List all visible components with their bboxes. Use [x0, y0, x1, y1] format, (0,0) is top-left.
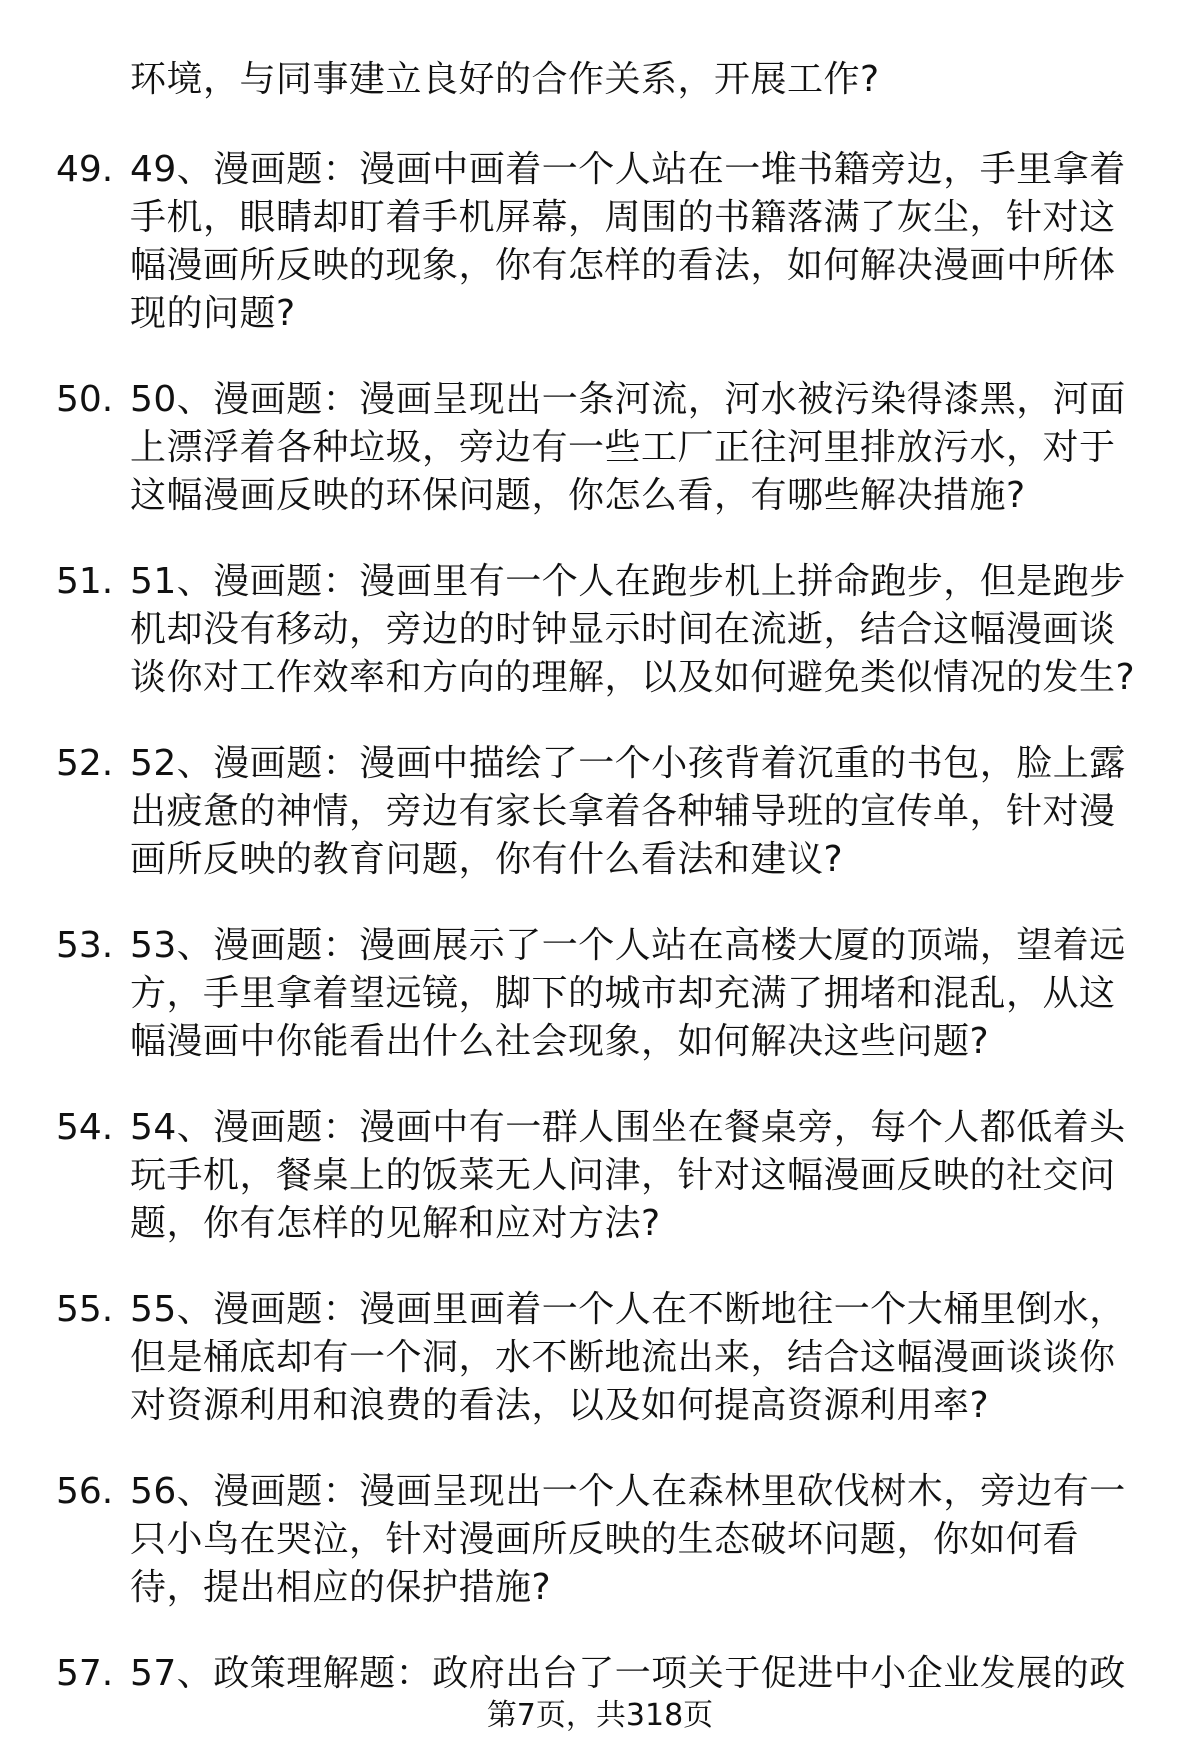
question-number: 54.: [56, 1107, 114, 1148]
question-number: 53.: [56, 925, 114, 966]
question-item: [0, 1650, 1200, 1698]
question-number: 57.: [56, 1653, 114, 1694]
question-number: 49.: [56, 149, 114, 190]
question-text: 51、漫画题：漫画里有一个人在跑步机上拼命跑步，但是跑步机却没有移动，旁边的时钟显示时间在流逝，结合这幅漫画谈谈你对工作效率和方向的理解，以及如何避免类似情况的发生?: [130, 561, 1136, 698]
question-text: 53、漫画题：漫画展示了一个人站在高楼大厦的顶端，望着远方，手里拿着望远镜，脚下的城市却充满了拥堵和混乱，从这幅漫画中你能看出什么社会现象，如何解决这些问题?: [130, 925, 1126, 1062]
question-text: 52、漫画题：漫画中描绘了一个小孩背着沉重的书包，脸上露出疲惫的神情，旁边有家长拿着各种辅导班的宣传单，针对漫画所反映的教育问题，你有什么看法和建议?: [130, 743, 1126, 880]
question-item: [0, 1104, 1200, 1248]
question-item: [0, 558, 1200, 702]
question-number: 50.: [56, 379, 114, 420]
question-item: [0, 1468, 1200, 1612]
question-text: 57、政策理解题：政府出台了一项关于促进中小企业发展的政: [130, 1653, 1126, 1694]
continuation-text: 环境，与同事建立良好的合作关系，开展工作?: [130, 59, 880, 100]
question-number: 51.: [56, 561, 114, 602]
question-list: [0, 146, 1200, 1736]
question-item: [0, 740, 1200, 884]
question-text: 54、漫画题：漫画中有一群人围坐在餐桌旁，每个人都低着头玩手机，餐桌上的饭菜无人问津，针对这幅漫画反映的社交问题，你有怎样的见解和应对方法?: [130, 1107, 1126, 1244]
question-number: 56.: [56, 1471, 114, 1512]
page-footer: 第7页，共318页: [486, 1698, 714, 1733]
question-item: [0, 146, 1200, 338]
question-number: 55.: [56, 1289, 114, 1330]
question-number: 52.: [56, 743, 114, 784]
question-item: [0, 922, 1200, 1066]
question-text: 49、漫画题：漫画中画着一个人站在一堆书籍旁边，手里拿着手机，眼睛却盯着手机屏幕，周围的书籍落满了灰尘，针对这幅漫画所反映的现象，你有怎样的看法，如何解决漫画中所体现的问题?: [130, 149, 1126, 334]
question-text: 56、漫画题：漫画呈现出一个人在森林里砍伐树木，旁边有一只小鸟在哭泣，针对漫画所反映的生态破坏问题，你如何看待，提出相应的保护措施?: [130, 1471, 1126, 1608]
question-text: 55、漫画题：漫画里画着一个人在不断地往一个大桶里倒水，但是桶底却有一个洞，水不断地流出来，结合这幅漫画谈谈你对资源利用和浪费的看法，以及如何提高资源利用率?: [130, 1289, 1126, 1426]
question-item: [0, 376, 1200, 520]
question-item: [0, 1286, 1200, 1430]
question-text: 50、漫画题：漫画呈现出一条河流，河水被污染得漆黑，河面上漂浮着各种垃圾，旁边有一些工厂正往河里排放污水，对于这幅漫画反映的环保问题，你怎么看，有哪些解决措施?: [130, 379, 1126, 516]
